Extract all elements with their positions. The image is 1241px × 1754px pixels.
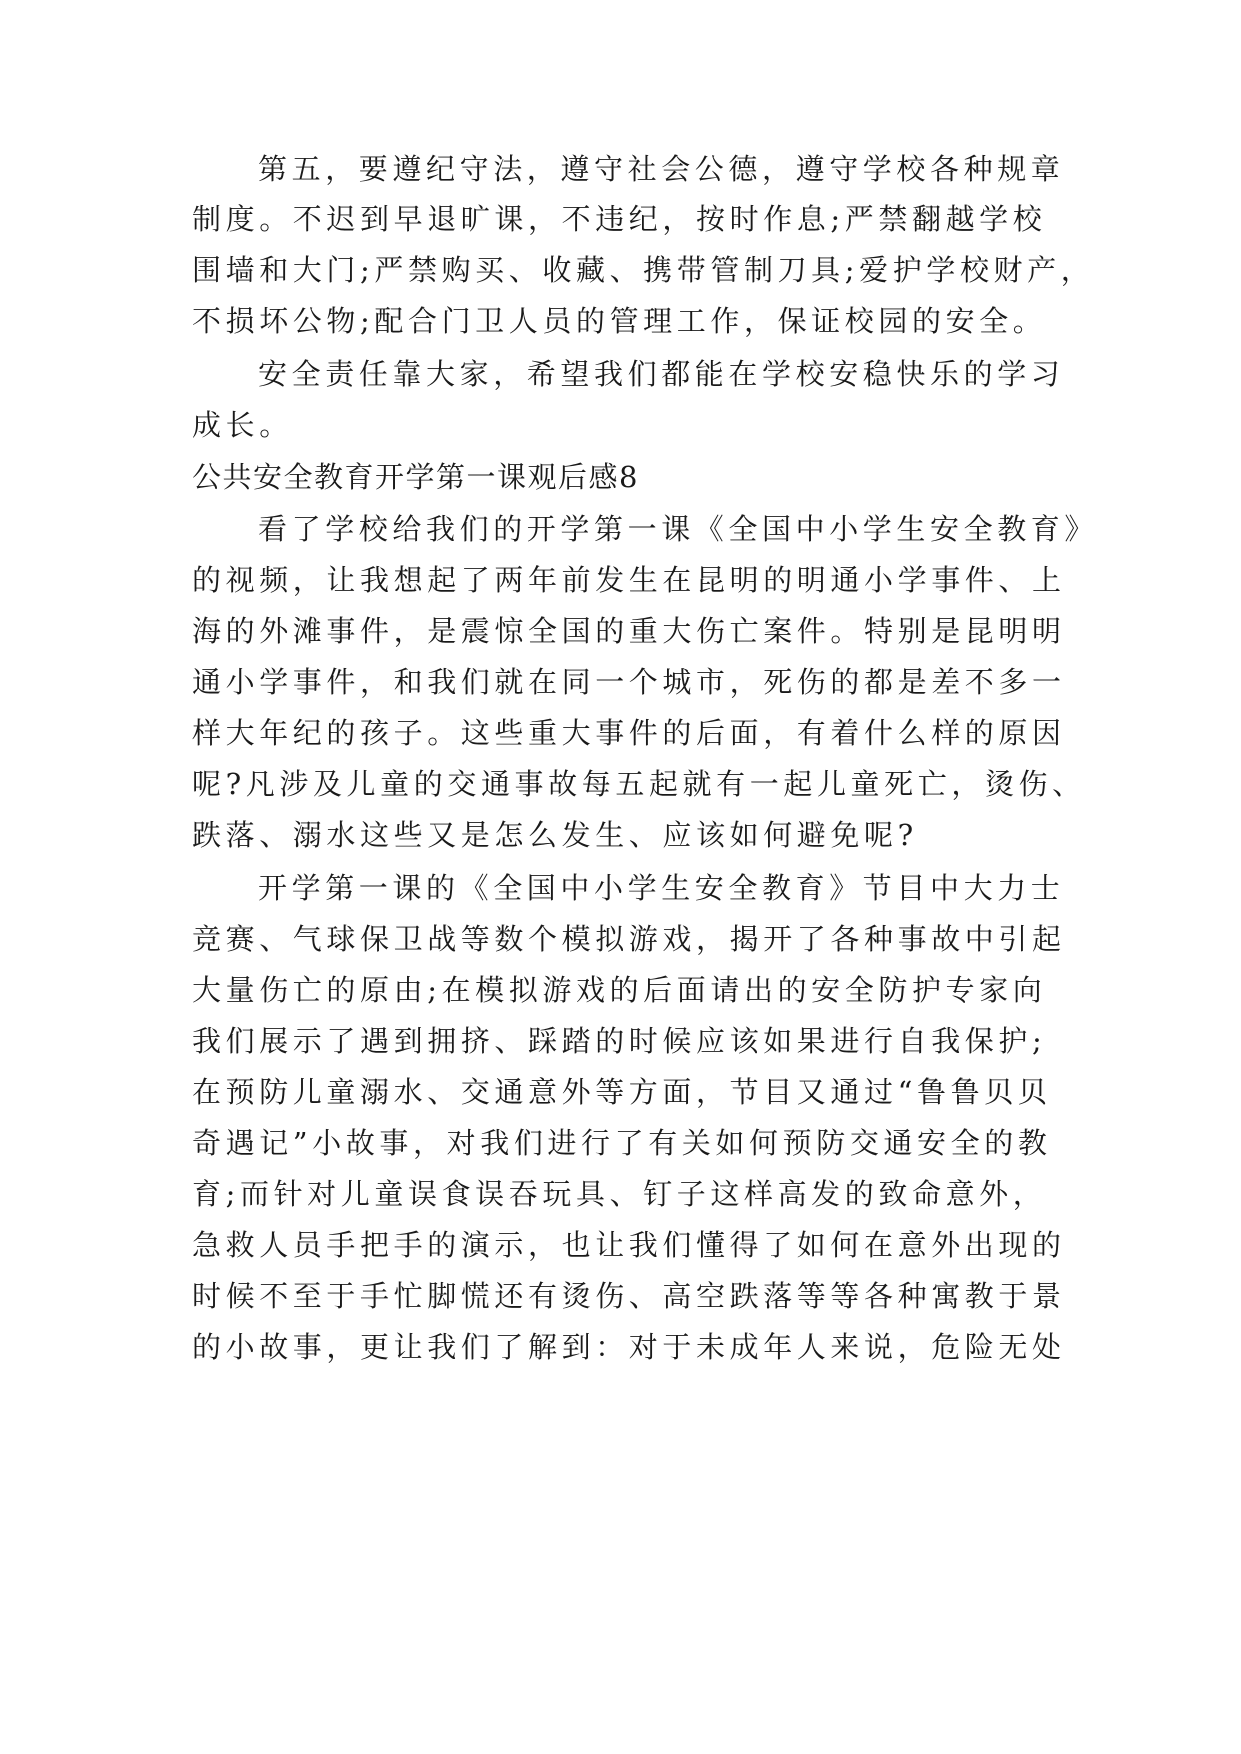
paragraph-line: 围墙和大门;严禁购买、收藏、携带管制刀具;爱护学校财产， [192, 253, 1095, 287]
paragraph-line: 成长。 [192, 408, 293, 442]
paragraph-line: 样大年纪的孩子。这些重大事件的后面，有着什么样的原因 [192, 716, 1066, 750]
paragraph-line: 呢?凡涉及儿童的交通事故每五起就有一起儿童死亡，烫伤、 [192, 767, 1086, 801]
paragraph-line: 急救人员手把手的演示，也让我们懂得了如何在意外出现的 [192, 1228, 1066, 1262]
paragraph-line: 跌落、溺水这些又是怎么发生、应该如何避免呢? [192, 818, 918, 852]
paragraph-line: 第五，要遵纪守法，遵守社会公德，遵守学校各种规章 [258, 152, 1065, 186]
paragraph-line: 竞赛、气球保卫战等数个模拟游戏，揭开了各种事故中引起 [192, 922, 1066, 956]
paragraph-line: 的小故事，更让我们了解到：对于未成年人来说，危险无处 [192, 1330, 1066, 1364]
paragraph-line: 大量伤亡的原由;在模拟游戏的后面请出的安全防护专家向 [192, 973, 1047, 1007]
paragraph-line: 奇遇记”小故事，对我们进行了有关如何预防交通安全的教 [192, 1126, 1052, 1160]
paragraph-line: 时候不至于手忙脚慌还有烫伤、高空跌落等等各种寓教于景 [192, 1279, 1066, 1313]
paragraph-line: 育;而针对儿童误食误吞玩具、钉子这样高发的致命意外， [192, 1177, 1047, 1211]
paragraph-line: 我们展示了遇到拥挤、踩踏的时候应该如果进行自我保护; [192, 1024, 1047, 1058]
section-heading: 公共安全教育开学第一课观后感8 [192, 460, 639, 494]
paragraph-line: 安全责任靠大家，希望我们都能在学校安稳快乐的学习 [258, 357, 1065, 391]
paragraph-line: 制度。不迟到早退旷课，不违纪，按时作息;严禁翻越学校 [192, 202, 1047, 236]
paragraph-line: 开学第一课的《全国中小学生安全教育》节目中大力士 [258, 871, 1065, 905]
paragraph-line: 通小学事件，和我们就在同一个城市，死伤的都是差不多一 [192, 665, 1066, 699]
paragraph-line: 海的外滩事件，是震惊全国的重大伤亡案件。特别是昆明明 [192, 614, 1066, 648]
paragraph-line: 的视频，让我想起了两年前发生在昆明的明通小学事件、上 [192, 563, 1066, 597]
paragraph-line: 看了学校给我们的开学第一课《全国中小学生安全教育》 [258, 512, 1099, 546]
paragraph-line: 在预防儿童溺水、交通意外等方面，节目又通过“鲁鲁贝贝 [192, 1075, 1052, 1109]
paragraph-line: 不损坏公物;配合门卫人员的管理工作，保证校园的安全。 [192, 304, 1047, 338]
